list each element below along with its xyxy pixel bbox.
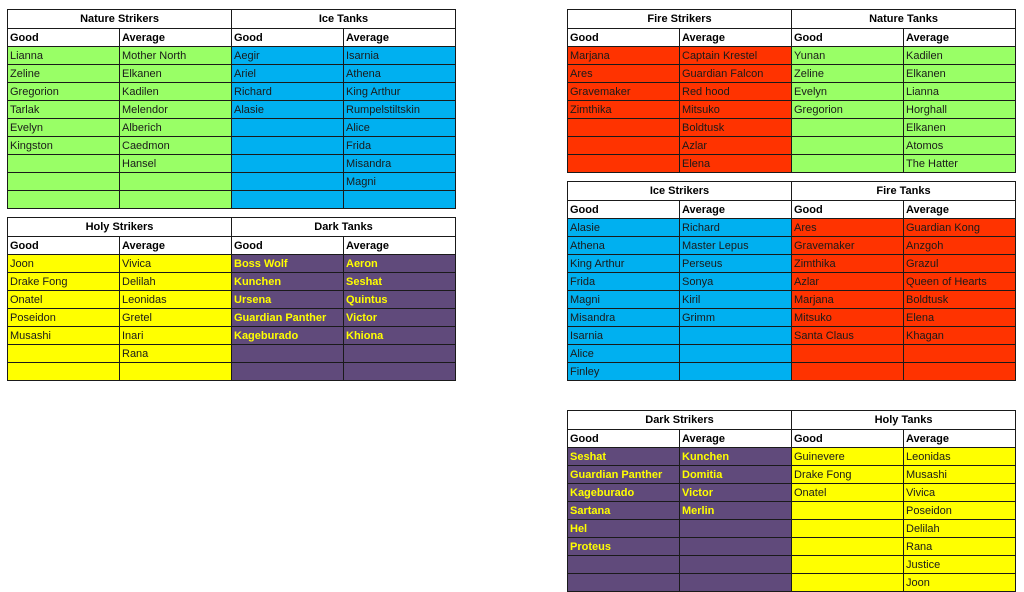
tier-table	[567, 9, 1016, 173]
block-fire-strikers-nature-tanks	[567, 9, 1016, 173]
good-hero-cell: Santa Claus	[792, 327, 904, 345]
average-hero-cell: Magni	[344, 173, 456, 191]
average-hero-cell: Mitsuko	[680, 101, 792, 119]
table-row	[568, 448, 1016, 466]
good-hero-cell: Kunchen	[232, 273, 344, 291]
average-hero-cell: Musashi	[904, 466, 1016, 484]
good-column-header: Good	[232, 237, 344, 255]
average-hero-cell: Merlin	[680, 502, 792, 520]
empty-cell	[680, 327, 792, 345]
empty-cell	[904, 345, 1016, 363]
average-hero-cell: Anzgoh	[904, 237, 1016, 255]
table-row	[568, 137, 1016, 155]
holy-strikers-title: Holy Strikers	[8, 218, 232, 237]
average-hero-cell: Delilah	[904, 520, 1016, 538]
table-row	[8, 327, 456, 345]
average-hero-cell: Guardian Kong	[904, 219, 1016, 237]
dark-tanks-title: Dark Tanks	[232, 218, 456, 237]
empty-cell	[232, 173, 344, 191]
average-hero-cell: Lianna	[904, 83, 1016, 101]
empty-cell	[792, 574, 904, 592]
average-hero-cell: Richard	[680, 219, 792, 237]
average-hero-cell: Inari	[120, 327, 232, 345]
average-hero-cell: Justice	[904, 556, 1016, 574]
average-hero-cell: Caedmon	[120, 137, 232, 155]
average-column-header: Average	[344, 29, 456, 47]
table-row	[568, 466, 1016, 484]
average-hero-cell: Leonidas	[904, 448, 1016, 466]
average-column-header: Average	[904, 430, 1016, 448]
average-hero-cell: Vivica	[904, 484, 1016, 502]
table-row	[8, 155, 456, 173]
table-row	[568, 484, 1016, 502]
average-hero-cell: Leonidas	[120, 291, 232, 309]
table-row	[568, 47, 1016, 65]
average-hero-cell: Quintus	[344, 291, 456, 309]
table-row	[8, 47, 456, 65]
empty-cell	[8, 191, 120, 209]
average-hero-cell: Poseidon	[904, 502, 1016, 520]
table-row	[568, 219, 1016, 237]
good-hero-cell: Onatel	[8, 291, 120, 309]
good-hero-cell: Azlar	[792, 273, 904, 291]
average-hero-cell: Mother North	[120, 47, 232, 65]
average-column-header: Average	[344, 237, 456, 255]
table-row	[568, 119, 1016, 137]
good-hero-cell: Ariel	[232, 65, 344, 83]
table-row	[568, 65, 1016, 83]
empty-cell	[680, 556, 792, 574]
empty-cell	[680, 345, 792, 363]
empty-cell	[680, 574, 792, 592]
block-nature-strikers-ice-tanks	[7, 9, 456, 209]
average-hero-cell: Queen of Hearts	[904, 273, 1016, 291]
average-hero-cell: Guardian Falcon	[680, 65, 792, 83]
average-hero-cell: Sonya	[680, 273, 792, 291]
good-hero-cell: Kageburado	[568, 484, 680, 502]
tier-table	[7, 217, 456, 381]
average-hero-cell: The Hatter	[904, 155, 1016, 173]
ice-strikers-title: Ice Strikers	[568, 182, 792, 201]
average-hero-cell: Kadilen	[120, 83, 232, 101]
table-row	[8, 345, 456, 363]
table-row	[568, 556, 1016, 574]
average-hero-cell: Khiona	[344, 327, 456, 345]
good-hero-cell: Joon	[8, 255, 120, 273]
good-hero-cell: Drake Fong	[8, 273, 120, 291]
average-hero-cell: Elena	[680, 155, 792, 173]
average-column-header: Average	[120, 29, 232, 47]
empty-cell	[568, 574, 680, 592]
average-hero-cell: Khagan	[904, 327, 1016, 345]
average-hero-cell: Delilah	[120, 273, 232, 291]
empty-cell	[232, 191, 344, 209]
good-hero-cell: Poseidon	[8, 309, 120, 327]
good-hero-cell: Misandra	[568, 309, 680, 327]
average-hero-cell: Victor	[344, 309, 456, 327]
empty-cell	[8, 345, 120, 363]
table-row	[8, 137, 456, 155]
average-hero-cell: Captain Krestel	[680, 47, 792, 65]
average-hero-cell: Azlar	[680, 137, 792, 155]
empty-cell	[680, 363, 792, 381]
fire-strikers-title: Fire Strikers	[568, 10, 792, 29]
good-hero-cell: Guinevere	[792, 448, 904, 466]
empty-cell	[120, 173, 232, 191]
empty-cell	[568, 556, 680, 574]
empty-cell	[8, 363, 120, 381]
table-row	[568, 345, 1016, 363]
good-column-header: Good	[792, 29, 904, 47]
table-row	[568, 273, 1016, 291]
good-hero-cell: Finley	[568, 363, 680, 381]
empty-cell	[792, 520, 904, 538]
empty-cell	[120, 363, 232, 381]
table-row	[8, 191, 456, 209]
good-hero-cell: Guardian Panther	[568, 466, 680, 484]
average-hero-cell: Domitia	[680, 466, 792, 484]
holy-tanks-title: Holy Tanks	[792, 411, 1016, 430]
average-hero-cell: Master Lepus	[680, 237, 792, 255]
ice-tanks-title: Ice Tanks	[232, 10, 456, 29]
average-hero-cell: Alice	[344, 119, 456, 137]
empty-cell	[792, 155, 904, 173]
block-dark-strikers-holy-tanks	[567, 410, 1016, 592]
good-hero-cell: Drake Fong	[792, 466, 904, 484]
table-row	[8, 119, 456, 137]
good-hero-cell: Musashi	[8, 327, 120, 345]
good-hero-cell: Frida	[568, 273, 680, 291]
good-hero-cell: Gravemaker	[792, 237, 904, 255]
average-hero-cell: Elkanen	[904, 119, 1016, 137]
good-hero-cell: Sartana	[568, 502, 680, 520]
table-row	[568, 291, 1016, 309]
table-row	[568, 520, 1016, 538]
average-hero-cell: Rana	[120, 345, 232, 363]
empty-cell	[8, 155, 120, 173]
table-row	[568, 155, 1016, 173]
good-hero-cell: Gregorion	[792, 101, 904, 119]
good-hero-cell: Kingston	[8, 137, 120, 155]
tier-table	[7, 9, 456, 209]
empty-cell	[792, 119, 904, 137]
good-hero-cell: Gravemaker	[568, 83, 680, 101]
good-hero-cell: Mitsuko	[792, 309, 904, 327]
empty-cell	[344, 191, 456, 209]
average-column-header: Average	[680, 29, 792, 47]
empty-cell	[568, 119, 680, 137]
average-hero-cell: Kadilen	[904, 47, 1016, 65]
good-hero-cell: Seshat	[568, 448, 680, 466]
average-hero-cell: Frida	[344, 137, 456, 155]
empty-cell	[232, 155, 344, 173]
good-hero-cell: Proteus	[568, 538, 680, 556]
good-column-header: Good	[8, 29, 120, 47]
average-hero-cell: Athena	[344, 65, 456, 83]
table-row	[8, 65, 456, 83]
nature-strikers-title: Nature Strikers	[8, 10, 232, 29]
table-row	[568, 327, 1016, 345]
empty-cell	[568, 137, 680, 155]
average-hero-cell: Vivica	[120, 255, 232, 273]
good-column-header: Good	[8, 237, 120, 255]
average-hero-cell: Joon	[904, 574, 1016, 592]
good-column-header: Good	[232, 29, 344, 47]
table-row	[8, 173, 456, 191]
good-hero-cell: Lianna	[8, 47, 120, 65]
good-hero-cell: Kageburado	[232, 327, 344, 345]
empty-cell	[232, 137, 344, 155]
average-hero-cell: Hansel	[120, 155, 232, 173]
average-hero-cell: Melendor	[120, 101, 232, 119]
empty-cell	[680, 538, 792, 556]
average-hero-cell: Red hood	[680, 83, 792, 101]
good-hero-cell: Athena	[568, 237, 680, 255]
average-hero-cell: Perseus	[680, 255, 792, 273]
average-hero-cell: Isarnia	[344, 47, 456, 65]
table-row	[568, 83, 1016, 101]
block-ice-strikers-fire-tanks	[567, 181, 1016, 381]
good-hero-cell: Zimthika	[792, 255, 904, 273]
empty-cell	[232, 119, 344, 137]
good-hero-cell: Marjana	[792, 291, 904, 309]
average-hero-cell: Grazul	[904, 255, 1016, 273]
empty-cell	[232, 345, 344, 363]
good-hero-cell: Gregorion	[8, 83, 120, 101]
good-hero-cell: Isarnia	[568, 327, 680, 345]
average-column-header: Average	[120, 237, 232, 255]
table-row	[568, 502, 1016, 520]
table-row	[8, 291, 456, 309]
empty-cell	[792, 363, 904, 381]
good-hero-cell: King Arthur	[568, 255, 680, 273]
good-column-header: Good	[792, 201, 904, 219]
average-hero-cell: Atomos	[904, 137, 1016, 155]
table-row	[568, 237, 1016, 255]
fire-tanks-title: Fire Tanks	[792, 182, 1016, 201]
nature-tanks-title: Nature Tanks	[792, 10, 1016, 29]
average-hero-cell: Rana	[904, 538, 1016, 556]
average-hero-cell: Grimm	[680, 309, 792, 327]
empty-cell	[568, 155, 680, 173]
table-row	[568, 363, 1016, 381]
good-hero-cell: Onatel	[792, 484, 904, 502]
table-row	[8, 255, 456, 273]
good-hero-cell: Zimthika	[568, 101, 680, 119]
empty-cell	[792, 502, 904, 520]
average-hero-cell: Victor	[680, 484, 792, 502]
empty-cell	[792, 538, 904, 556]
good-hero-cell: Hel	[568, 520, 680, 538]
table-row	[8, 363, 456, 381]
good-hero-cell: Guardian Panther	[232, 309, 344, 327]
good-hero-cell: Yunan	[792, 47, 904, 65]
table-row	[568, 538, 1016, 556]
empty-cell	[680, 520, 792, 538]
good-hero-cell: Ursena	[232, 291, 344, 309]
average-column-header: Average	[680, 201, 792, 219]
empty-cell	[904, 363, 1016, 381]
good-hero-cell: Tarlak	[8, 101, 120, 119]
good-hero-cell: Aegir	[232, 47, 344, 65]
average-hero-cell: Gretel	[120, 309, 232, 327]
empty-cell	[344, 345, 456, 363]
average-hero-cell: King Arthur	[344, 83, 456, 101]
good-hero-cell: Alasie	[568, 219, 680, 237]
average-hero-cell: Boldtusk	[680, 119, 792, 137]
good-hero-cell: Alice	[568, 345, 680, 363]
good-hero-cell: Zeline	[792, 65, 904, 83]
good-column-header: Good	[568, 29, 680, 47]
block-holy-strikers-dark-tanks	[7, 217, 456, 381]
empty-cell	[8, 173, 120, 191]
tier-table	[567, 181, 1016, 381]
empty-cell	[792, 345, 904, 363]
table-row	[8, 273, 456, 291]
average-hero-cell: Aeron	[344, 255, 456, 273]
average-hero-cell: Misandra	[344, 155, 456, 173]
average-hero-cell: Boldtusk	[904, 291, 1016, 309]
average-hero-cell: Elena	[904, 309, 1016, 327]
empty-cell	[792, 137, 904, 155]
good-hero-cell: Alasie	[232, 101, 344, 119]
empty-cell	[120, 191, 232, 209]
good-hero-cell: Evelyn	[8, 119, 120, 137]
average-hero-cell: Kunchen	[680, 448, 792, 466]
good-hero-cell: Magni	[568, 291, 680, 309]
empty-cell	[232, 363, 344, 381]
good-hero-cell: Boss Wolf	[232, 255, 344, 273]
average-hero-cell: Alberich	[120, 119, 232, 137]
good-hero-cell: Ares	[568, 65, 680, 83]
empty-cell	[792, 556, 904, 574]
average-hero-cell: Seshat	[344, 273, 456, 291]
dark-strikers-title: Dark Strikers	[568, 411, 792, 430]
average-column-header: Average	[904, 29, 1016, 47]
good-hero-cell: Evelyn	[792, 83, 904, 101]
empty-cell	[344, 363, 456, 381]
table-row	[568, 309, 1016, 327]
table-row	[568, 101, 1016, 119]
good-hero-cell: Marjana	[568, 47, 680, 65]
average-hero-cell: Horghall	[904, 101, 1016, 119]
good-hero-cell: Ares	[792, 219, 904, 237]
average-hero-cell: Rumpelstiltskin	[344, 101, 456, 119]
average-column-header: Average	[904, 201, 1016, 219]
average-hero-cell: Kiril	[680, 291, 792, 309]
good-column-header: Good	[792, 430, 904, 448]
average-hero-cell: Elkanen	[904, 65, 1016, 83]
average-column-header: Average	[680, 430, 792, 448]
tier-table	[567, 410, 1016, 592]
table-row	[8, 83, 456, 101]
good-column-header: Good	[568, 430, 680, 448]
table-row	[568, 255, 1016, 273]
table-row	[8, 101, 456, 119]
good-column-header: Good	[568, 201, 680, 219]
good-hero-cell: Zeline	[8, 65, 120, 83]
table-row	[8, 309, 456, 327]
average-hero-cell: Elkanen	[120, 65, 232, 83]
good-hero-cell: Richard	[232, 83, 344, 101]
table-row	[568, 574, 1016, 592]
